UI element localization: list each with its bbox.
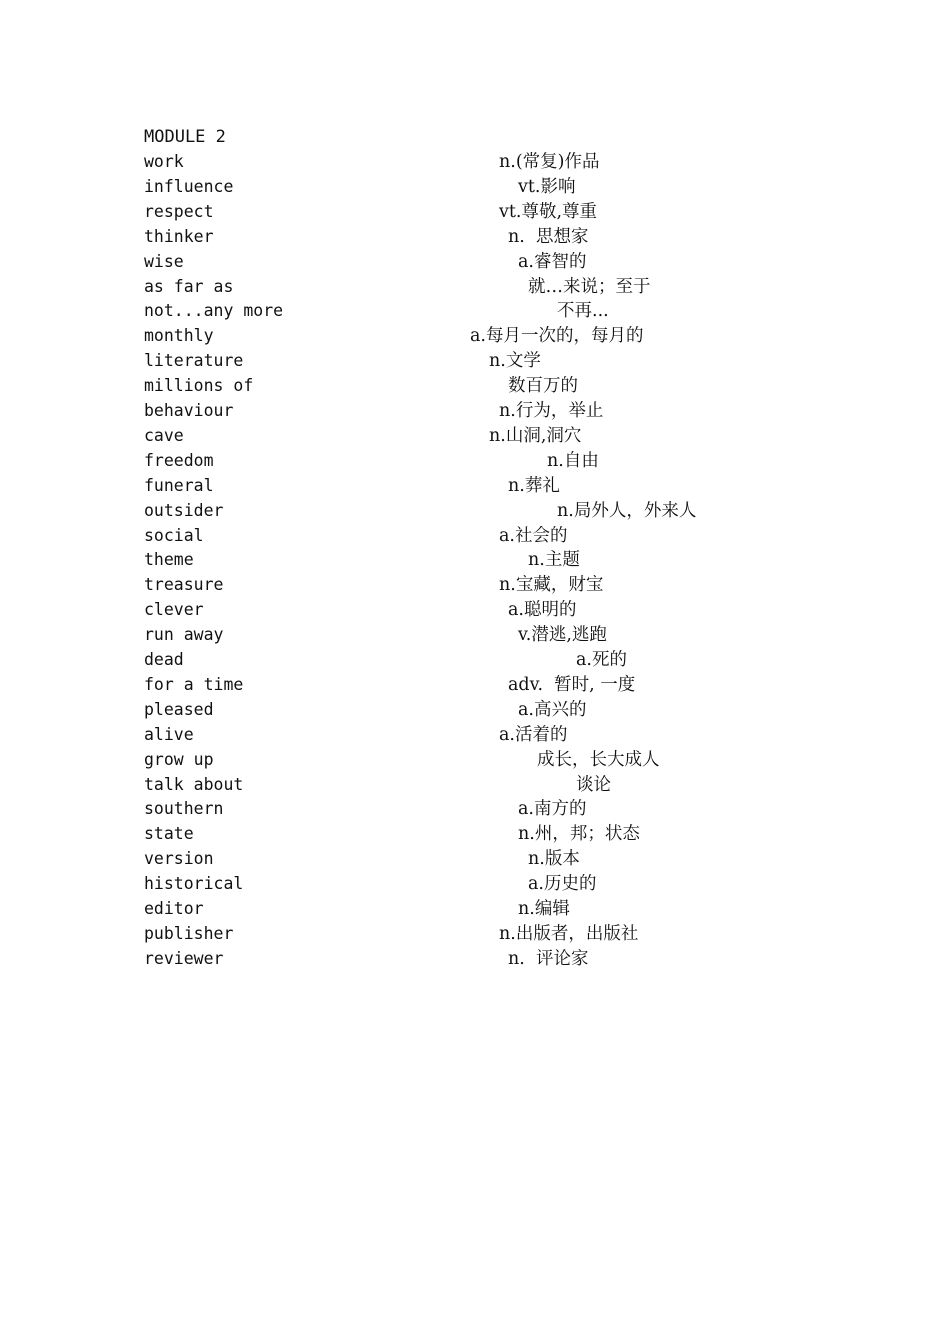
entry-term: millions of	[144, 376, 254, 396]
entry-definition: n.主题	[528, 550, 580, 571]
entry-definition: n.行为，举止	[499, 401, 604, 421]
entry-definition: vt.影响	[518, 176, 576, 197]
vocabulary-entry	[0, 325, 950, 350]
entry-term: southern	[144, 799, 224, 819]
entry-definition: n.宝藏，财宝	[499, 575, 604, 596]
vocabulary-entry	[0, 649, 950, 674]
entry-term: treasure	[144, 575, 224, 595]
vocabulary-entry	[0, 176, 950, 201]
vocabulary-entry	[0, 251, 950, 276]
entry-definition: n.编辑	[518, 899, 570, 919]
entry-term: clever	[144, 600, 204, 620]
vocabulary-entry	[0, 923, 950, 948]
vocabulary-entry	[0, 599, 950, 624]
vocabulary-entry	[0, 525, 950, 550]
vocabulary-entry	[0, 151, 950, 176]
entry-definition: 谈论	[576, 774, 611, 795]
vocabulary-entry	[0, 375, 950, 400]
entry-definition: 就…来说；至于	[528, 276, 651, 297]
entry-definition: a.历史的	[528, 874, 597, 895]
vocabulary-entry	[0, 823, 950, 848]
vocabulary-entry	[0, 226, 950, 251]
vocabulary-entry	[0, 699, 950, 724]
vocabulary-entry	[0, 350, 950, 375]
entry-term: run away	[144, 625, 224, 645]
vocabulary-entry	[0, 624, 950, 649]
entry-definition: n. 评论家	[508, 948, 589, 969]
entry-term: for a time	[144, 674, 244, 694]
entry-term: thinker	[144, 226, 214, 246]
entry-definition: n.局外人，外来人	[557, 500, 697, 521]
entry-term: freedom	[144, 450, 214, 470]
vocabulary-entry	[0, 724, 950, 749]
entry-definition: n.葬礼	[508, 475, 560, 496]
entry-term: pleased	[144, 699, 214, 719]
vocabulary-entry	[0, 549, 950, 574]
vocabulary-entry	[0, 898, 950, 923]
vocabulary-entry	[0, 201, 950, 226]
entry-definition: 数百万的	[508, 376, 578, 397]
entry-term: reviewer	[144, 948, 224, 968]
entry-definition: a.社会的	[499, 525, 568, 546]
entry-term: funeral	[144, 475, 214, 495]
entry-term: behaviour	[144, 401, 234, 420]
vocabulary-entry	[0, 774, 950, 799]
entry-definition: 不再...	[557, 301, 609, 322]
vocabulary-entry	[0, 873, 950, 898]
entry-definition: n.自由	[547, 450, 599, 471]
entry-definition: n.文学	[489, 351, 541, 372]
vocabulary-entry	[0, 500, 950, 525]
entry-definition: 成长，长大成人	[537, 749, 660, 770]
entry-definition: a.活着的	[499, 724, 568, 745]
entry-definition: a.南方的	[518, 799, 587, 820]
entry-term: theme	[144, 550, 194, 570]
vocabulary-entry	[0, 475, 950, 500]
entry-definition: n.版本	[528, 849, 580, 870]
vocabulary-entry	[0, 276, 950, 301]
entry-term: talk about	[144, 774, 244, 794]
entry-term: dead	[144, 650, 184, 669]
vocabulary-entry	[0, 848, 950, 873]
vocabulary-entry	[0, 798, 950, 823]
vocabulary-entry	[0, 948, 950, 973]
entry-definition: a.聪明的	[508, 600, 577, 621]
vocabulary-entry	[0, 749, 950, 774]
vocabulary-entry	[0, 450, 950, 475]
entry-definition: a.每月一次的，每月的	[470, 326, 644, 347]
vocabulary-entry	[0, 574, 950, 599]
entry-definition: n.山洞,洞穴	[489, 425, 582, 446]
module-heading: MODULE 2	[144, 127, 226, 147]
entry-term: editor	[144, 899, 204, 918]
entry-term: not...any more	[144, 301, 284, 321]
vocabulary-entry	[0, 400, 950, 425]
entry-term: state	[144, 824, 194, 844]
entry-term: literature	[144, 351, 244, 371]
entry-definition: a.高兴的	[518, 699, 587, 720]
vocabulary-entry	[0, 425, 950, 450]
vocabulary-entry	[0, 674, 950, 699]
entry-definition: a.死的	[576, 650, 627, 670]
entry-term: respect	[144, 201, 214, 221]
entry-definition: n.出版者，出版社	[499, 923, 639, 944]
entry-term: social	[144, 525, 204, 545]
entry-term: outsider	[144, 500, 224, 520]
entry-term: historical	[144, 874, 244, 894]
entry-definition: n. 思想家	[508, 226, 589, 247]
entry-definition: vt.尊敬,尊重	[499, 201, 598, 222]
entry-term: publisher	[144, 923, 234, 943]
entry-term: version	[144, 849, 214, 869]
entry-term: wise	[144, 251, 184, 271]
entry-term: as far as	[144, 276, 234, 296]
entry-term: cave	[144, 425, 184, 445]
entry-term: monthly	[144, 326, 214, 346]
entry-definition: n.(常复)作品	[499, 152, 600, 172]
entry-term: influence	[144, 176, 234, 196]
vocabulary-entry	[0, 300, 950, 325]
entry-definition: v.潜逃,逃跑	[518, 625, 607, 646]
entry-term: grow up	[144, 749, 214, 769]
entry-term: alive	[144, 724, 194, 744]
entry-definition: a.睿智的	[518, 251, 587, 272]
entry-definition: n.州，邦；状态	[518, 824, 640, 845]
entry-definition: adv. 暂时, 一度	[508, 674, 636, 695]
entry-term: work	[144, 152, 184, 171]
